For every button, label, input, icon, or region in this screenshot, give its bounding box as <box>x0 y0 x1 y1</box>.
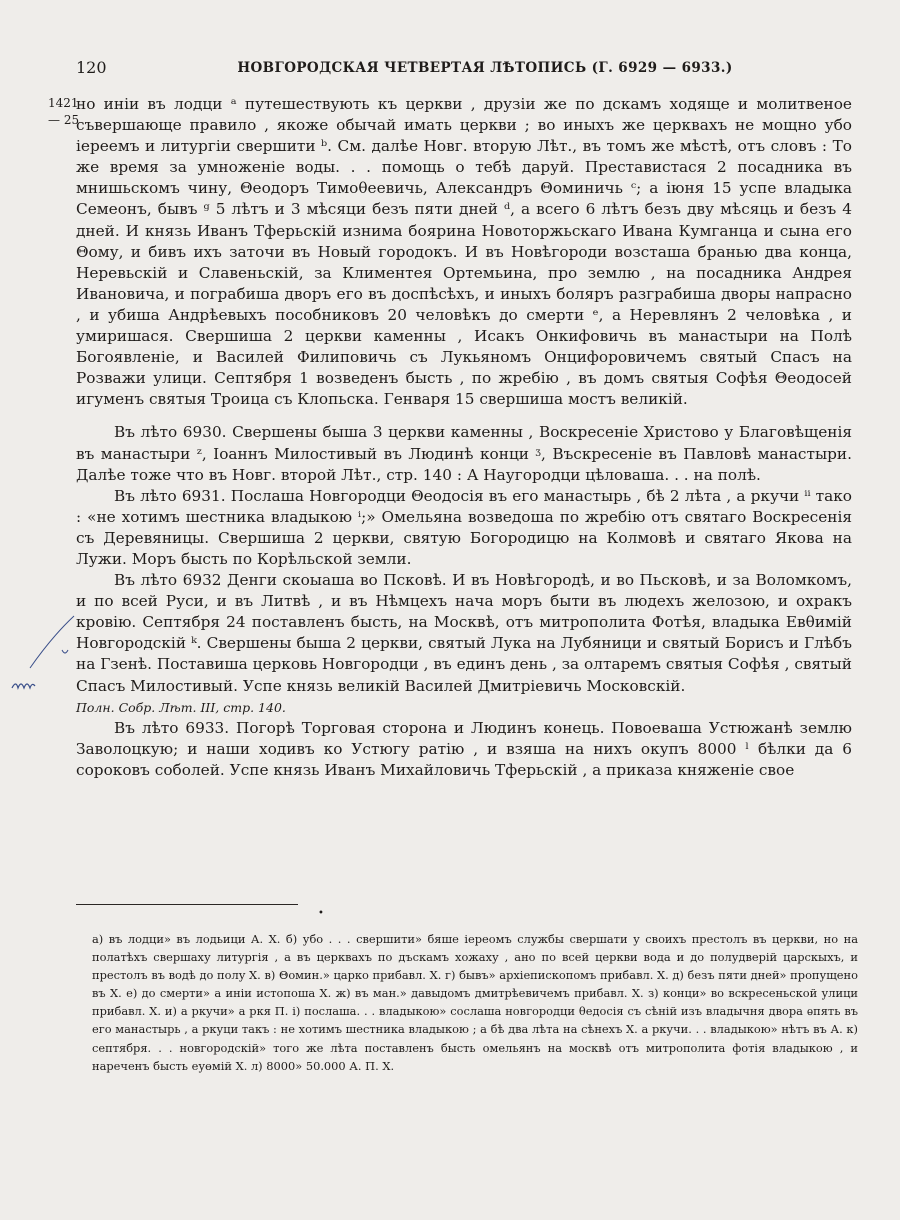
running-title: НОВГОРОДСКАЯ ЧЕТВЕРТАЯ ЛѢТОПИСЬ (Г. 6929 — 6933.) <box>237 60 733 76</box>
divider-dot: • <box>318 908 324 919</box>
footnotes <box>92 930 858 1075</box>
source-reference: Полн. Собр. Лѣт. III, стр. 140. <box>76 699 286 715</box>
margin-year-range: — 25 <box>48 113 80 127</box>
chronicle-text <box>76 94 852 781</box>
paragraph-1: но инiи въ лодци ᵃ путешествують къ церкви , друзiи же по дскамъ ходяще и молитвеное съвершающе правило , якоже обычай имать церкви ; во иныхъ же церквахъ не мощно убо iереемъ и литургiи свершити ᵇ. См. далѣе Новг. вторую Лѣт., въ томъ же мѣстѣ, отъ словъ : То же время за умноженiе воды. . . помощь о тебѣ дaруй. Преставистася 2 посадника въ мнишьскомъ чину, Θеодоръ Тимоθеевичь, Александръ Θоминичь ᶜ; а iюня 15 успе владыка Семеонъ, бывъ ᵍ 5 лѣтъ и 3 мѣсяци безъ пяти дней ᵈ, а всего 6 лѣтъ безъ дву мѣсяць и безъ 4 дней. И князь Иванъ Тферьскiй изнима боярина Новоторжьскаго Ивана Кумганца и сына его Θому, и бивъ ихъ заточи въ Новый городокъ. И въ Новѣгороди возсташа бранью два конца, Неревьскiй и Славеньскiй, за Климентея Ортемьина, про землю , на посадника Андрея Ивановича, и пограбиша дворъ его въ доспѣсѣхъ, и иныхъ боляръ разграбиша дворы напрасно , и убиша Андрѣевыхъ пособниковъ 20 человѣкъ до смерти ᵉ, а Неревлянъ 2 человѣка , и умиришася. Свершиша 2 церкви каменны , Исакъ Онкифовичь въ манастыри на Полѣ Богоявленiе, и Василей Филиповичь съ Лукьяномъ Онцифоровичемъ святый Спасъ на Розважи улици. Септября 1 возведенъ бысть , по жребiю , въ домъ святыя Софѣя Θеодосей игуменъ святыя Троица съ Клопьска. Генваря 15 свершиша мостъ великiй. <box>76 95 852 409</box>
paragraph-year-6931: Въ лѣто 6931. Послаша Новгородци Θеодосiя въ его манастырь , бѣ 2 лѣта , а ркучи ⁱⁱ тако : «не хотимъ шестника владыкою ⁱ;» Омельяна возведоша по жребiю отъ святаго Воскресенiя съ Деревяницы. Свершиша 2 церкви, святую Богородицю на Колмовѣ и святаго Якова на Лужи. Моръ бысть по Корѣльской земли. <box>76 486 852 568</box>
paragraph-year-6933: Въ лѣто 6933. Погорѣ Торговая сторона и Людинъ конець. Повоеваша Устюжанѣ землю Заволоцкую; и наши ходивъ ко Устюгу ратiю , и взяша на нихъ окупъ 8000 ˡ бѣлки да 6 сороковъ соболей. Успе князь Иванъ Михайловичь Тферьскiй , а приказа княженiе свое <box>76 718 852 779</box>
margin-year: 1421 <box>48 96 79 110</box>
paragraph-year-6930: Въ лѣто 6930. Свершены быша 3 церкви каменны , Воскресенiе Христово у Благовѣщенiя въ манастыри ᶻ, Iоаннъ Милостивый въ Людинѣ конци ᶾ, Въскресенiе въ Павловѣ манастыри. Далѣе тоже что въ Новг. второй Лѣт., стр. 140 : А Наугородци цѣловаша. . . на полѣ. <box>76 423 852 484</box>
running-head <box>70 58 860 82</box>
paragraph-year-6932: Въ лѣто 6932 Денги скоыаша во Псковѣ. И въ Новѣгородѣ, и во Пьсковѣ, и за Воломкомъ, и по всей Руси, и въ Литвѣ , и въ Нѣмцехъ нача моръ быти въ людехъ желозою, и охракъ кровiю. Септября 24 поставленъ бысть, на Москвѣ, отъ митрополита Фотѣя, владыка Евθимiй Новгородскiй ᵏ. Свершены быша 2 церкви, святый Лука на Лубяници и святый Борисъ и Глѣбъ на Гзенѣ. Поставиша церковь Новгородци , въ единъ день , за олтаремъ святыя Софѣя , святый Спасъ Милостивый. Успе князь великiй Василей Дмитрiевичь Московскiй. <box>76 571 852 695</box>
footnote-block: а) въ лодци» въ лодьици А. Х. б) убо . . . свершити» бяше iереомъ службы свершати у своихъ престолъ въ церкви, но на полатѣхъ свершаху литургiя , а въ церквахъ по дъскамъ хожаху , ано по всей церкви вода и до полудверiй царскыхъ, и престолъ въ водѣ до полу Х. в) Θомин.» царко прибавл. Х. г) бывъ» архiепископомъ прибавл. Х. д) безъ пяти дней» пропущено въ Х. е) до смерти» а инiи истопоша Х. ж) въ ман.» давыдомъ дмитрѣевичемъ прибавл. Х. з) конци» во вскресеньской улици прибавл. Х. и) а ркучи» а ркя П. i) послаша. . . владыкою» сослаша новгородци θедосiя съ сѣнiй изъ владычня двора ѳпять въ его манастырь , а ркуци такъ : не хотимъ шестника владыкою ; а бѣ два лѣта на сѣнехъ Х. а ркучи. . . владыкою» нѣтъ въ А. к) септября. . . новгородскiй» того же лѣта поставленъ бысть омельянъ на москвѣ отъ митрополита фотiя владыкою , и нареченъ бысть еуөмiй Х. л) 8000» 50.000 А. П. Х. <box>92 932 858 1073</box>
footnote-divider <box>76 904 298 905</box>
page-number: 120 <box>76 58 107 77</box>
pencil-mark-icon <box>4 610 84 720</box>
